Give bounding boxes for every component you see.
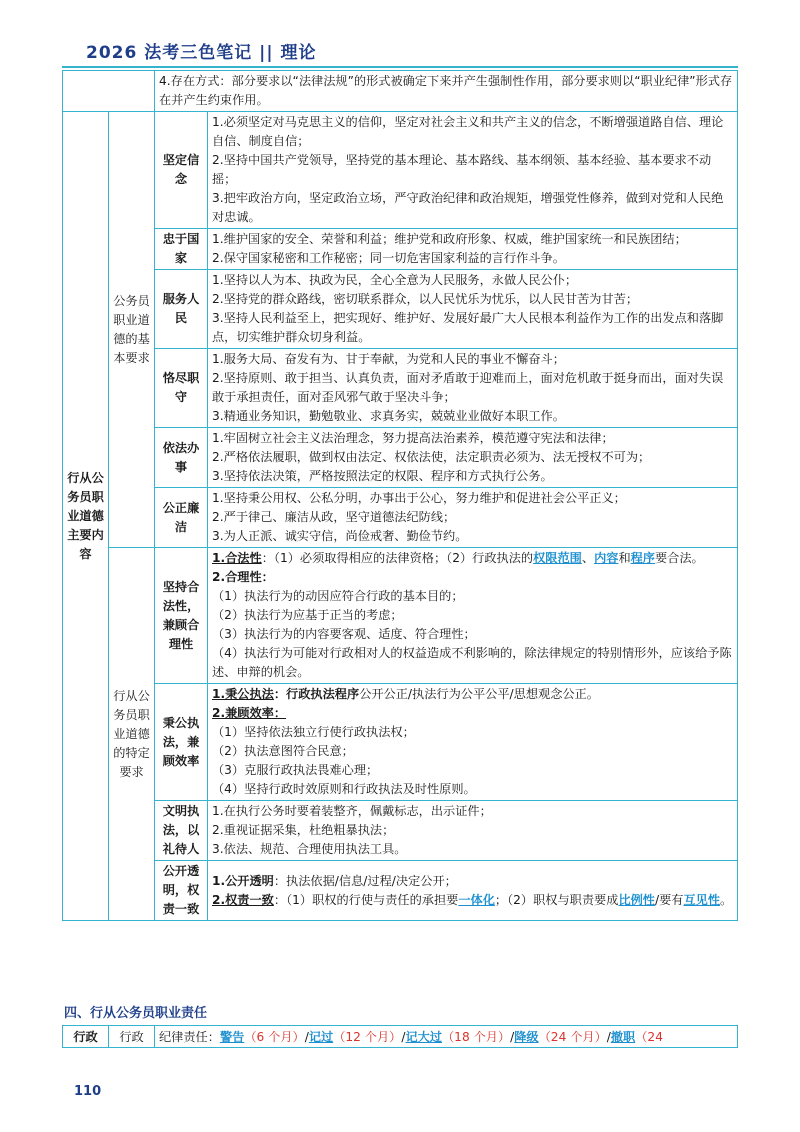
requirement-body <box>208 112 738 229</box>
list-item: 2.重视证据采集，杜绝粗暴执法； <box>212 823 395 837</box>
list-item: （4）坚持行政时效原则和行政执法及时性原则。 <box>212 782 476 796</box>
requirement-heading: 依法办事 <box>155 428 208 488</box>
list-item: 2.坚持原则、敢于担当、认真负责，面对矛盾敢于迎难而上，面对危机敢于挺身而出，面对失误敢于承担责任，面对歪风邪气敢于坚决斗争； <box>212 371 724 404</box>
basic-requirements-label: 公务员职业道德的基本要求 <box>109 112 155 548</box>
table-row <box>63 270 738 349</box>
list-item: （2）执法行为应基于正当的考虑； <box>212 608 403 622</box>
content-table <box>62 70 738 921</box>
list-item: 3.把牢政治方向，坚定政治立场，严守政治纪律和政治规矩，增强党性修养，做到对党和人民绝对忠诚。 <box>212 191 724 224</box>
list-item: （1）坚持依法独立行使行政执法权； <box>212 725 415 739</box>
list-item: 2.坚持中国共产党领导，坚持党的基本理论、基本路线、基本纲领、基本经验、基本要求不动摇； <box>212 153 712 186</box>
legality-line: 1.合法性：（1）必须取得相应的法律资格；（2）行政执法的权限范围、内容和程序要合法。 <box>212 551 704 565</box>
list-item: 2.严于律己、廉洁从政，坚守道德法纪防线； <box>212 510 456 524</box>
list-item: 3.为人正派、诚实守信，尚俭戒奢、勤俭节约。 <box>212 529 468 543</box>
requirement-body <box>208 548 738 684</box>
requirement-body <box>208 488 738 548</box>
category-cell: 行政 <box>63 1026 109 1048</box>
requirement-heading: 文明执法，以礼待人 <box>155 801 208 861</box>
list-item: 2.保守国家秘密和工作秘密；同一切危害国家利益的言行作斗争。 <box>212 251 565 265</box>
impartial-line: 1.秉公执法：行政执法程序公开公正/执法行为公平公平/思想观念公正。 <box>212 687 599 701</box>
table-row <box>63 71 738 112</box>
table-row <box>63 1026 738 1048</box>
requirement-heading: 恪尽职守 <box>155 349 208 428</box>
list-item: 1.服务大局、奋发有为、甘于奉献，为党和人民的事业不懈奋斗； <box>212 352 565 366</box>
list-item: 3.坚持依法决策，严格按照法定的权限、程序和方式执行公务。 <box>212 469 553 483</box>
list-item: 2.严格依法履职，做到权由法定、权依法使，法定职责必须为、法无授权不可为； <box>212 450 651 464</box>
table-row <box>63 488 738 548</box>
responsibility-table <box>62 1025 738 1048</box>
existence-mode-text: 4.存在方式：部分要求以“法律法规”的形式被确定下来并产生强制性作用，部分要求则以“职业纪律”形式存在并产生约束作用。 <box>155 71 738 112</box>
discipline-text: 纪律责任：警告（6 个月）/记过（12 个月）/记大过（18 个月）/降级（24 个月）/撤职（24 <box>155 1026 738 1048</box>
page-number: 110 <box>74 1084 102 1099</box>
requirement-body <box>208 861 738 921</box>
list-item: 1.牢固树立社会主义法治理念，努力提高法治素养，模范遵守宪法和法律； <box>212 431 614 445</box>
list-item: 2.坚持党的群众路线，密切联系群众，以人民忧乐为忧乐，以人民甘苦为甘苦； <box>212 292 639 306</box>
main-content-label: 行从公务员职业道德主要内容 <box>63 112 109 921</box>
table-row <box>63 548 738 684</box>
table-row <box>63 229 738 270</box>
empty-cell <box>63 71 155 112</box>
requirement-heading: 坚定信念 <box>155 112 208 229</box>
requirement-heading: 公开透明，权责一致 <box>155 861 208 921</box>
list-item: 3.坚持人民利益至上，把实现好、维护好、发展好最广大人民根本利益作为工作的出发点和落脚点，切实维护群众切身利益。 <box>212 311 724 344</box>
requirement-body <box>208 270 738 349</box>
table-row <box>63 684 738 801</box>
requirement-body <box>208 684 738 801</box>
requirement-body <box>208 801 738 861</box>
table-row <box>63 349 738 428</box>
requirement-body <box>208 229 738 270</box>
list-item: 1.必须坚定对马克思主义的信仰，坚定对社会主义和共产主义的信念，不断增强道路自信、理论自信、制度自信； <box>212 115 724 148</box>
header-rule <box>62 66 738 68</box>
rationality-heading: 2.合理性： <box>212 570 274 584</box>
list-item: 3.精通业务知识，勤勉敬业、求真务实，兢兢业业做好本职工作。 <box>212 409 565 423</box>
list-item: 3.依法、规范、合理使用执法工具。 <box>212 842 407 856</box>
subcategory-cell: 行政 <box>109 1026 155 1048</box>
list-item: 1.坚持秉公用权、公私分明，办事出于公心，努力维护和促进社会公平正义； <box>212 491 626 505</box>
list-item: （3）克服行政执法畏难心理； <box>212 763 379 777</box>
table-row <box>63 801 738 861</box>
transparency-line: 1.公开透明：执法依据/信息/过程/决定公开； <box>212 873 457 888</box>
accountability-line: 2.权责一致：（1）职权的行使与责任的承担要一体化；（2）职权与职责要成比例性/要有互见性。 <box>212 892 733 907</box>
list-item: 1.坚持以人为本、执政为民，全心全意为人民服务，永做人民公仆； <box>212 273 578 287</box>
page-header <box>62 28 738 68</box>
requirement-body <box>208 349 738 428</box>
list-item: （1）执法行为的动因应符合行政的基本目的； <box>212 589 464 603</box>
requirement-heading: 公正廉洁 <box>155 488 208 548</box>
table-row <box>63 112 738 229</box>
efficiency-heading: 2.兼顾效率： <box>212 706 287 720</box>
list-item: （2）执法意图符合民意； <box>212 744 354 758</box>
header-title: 2026 法考三色笔记 || 理论 <box>86 43 317 63</box>
requirement-heading: 忠于国家 <box>155 229 208 270</box>
list-item: 1.在执行公务时要着装整齐，佩戴标志，出示证件； <box>212 804 492 818</box>
section-title: 四、行从公务员职业责任 <box>64 1006 208 1021</box>
requirement-heading: 坚持合法性，兼顾合理性 <box>155 548 208 684</box>
requirement-body <box>208 428 738 488</box>
specific-requirements-label: 行从公务员职业道德的特定要求 <box>109 548 155 921</box>
requirement-heading: 秉公执法，兼顾效率 <box>155 684 208 801</box>
table-row <box>63 428 738 488</box>
list-item: （3）执法行为的内容要客观、适度、符合理性； <box>212 627 476 641</box>
table-row <box>63 861 738 921</box>
list-item: 1.维护国家的安全、荣誉和利益；维护党和政府形象、权威，维护国家统一和民族团结； <box>212 232 687 246</box>
list-item: （4）执法行为可能对行政相对人的权益造成不利影响的，除法律规定的特别情形外，应该给予陈述、申辩的机会。 <box>212 646 732 679</box>
requirement-heading: 服务人民 <box>155 270 208 349</box>
